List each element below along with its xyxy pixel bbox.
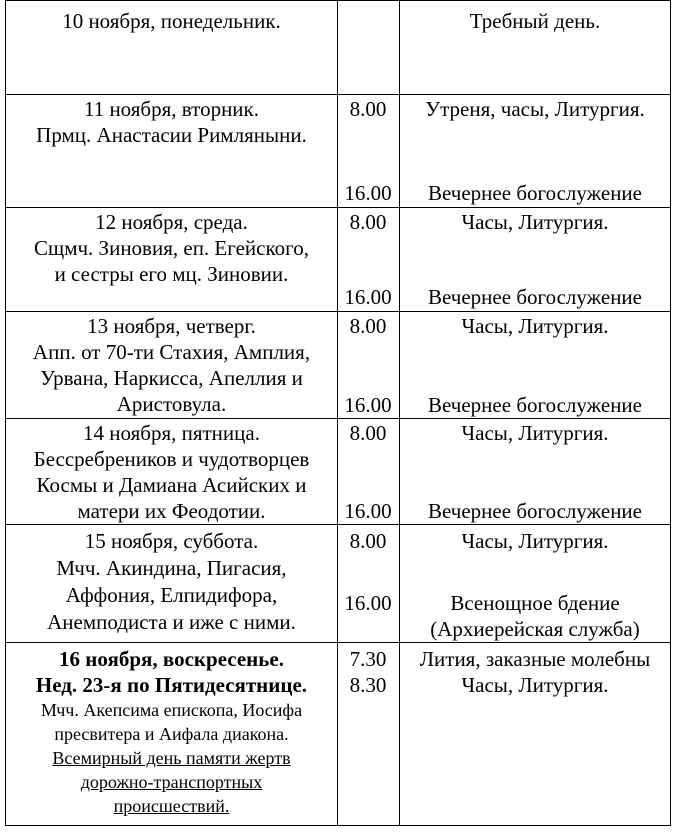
service-text: Часы, Литургия. bbox=[461, 210, 609, 234]
table-row bbox=[6, 419, 670, 525]
saint-commemoration: Анемподиста и иже с ними. bbox=[47, 610, 296, 634]
service-time: 8.00 bbox=[349, 97, 387, 121]
day-date: 11 ноября, вторник. bbox=[83, 97, 260, 121]
saint-commemoration: Мчч. Акепсима епископа, Иосифа bbox=[40, 700, 303, 720]
service-text: Утреня, часы, Литургия. bbox=[425, 97, 645, 121]
service-text: Всенощное бдение bbox=[450, 591, 620, 615]
service-time: 8.00 bbox=[349, 314, 387, 338]
day-date: 12 ноября, среда. bbox=[95, 210, 248, 234]
table-row bbox=[6, 208, 670, 312]
saint-commemoration: Мчч. Акиндина, Пигасия, bbox=[56, 556, 287, 580]
service-text: Требный день. bbox=[469, 9, 601, 33]
service-time: 8.00 bbox=[349, 529, 387, 553]
day-date: 16 ноября, воскресенье. bbox=[59, 647, 284, 671]
table-row bbox=[6, 95, 670, 208]
saint-commemoration: Бессребреников и чудотворцев bbox=[33, 447, 310, 471]
service-text: Вечернее богослужение bbox=[428, 499, 642, 523]
day-date: 14 ноября, пятница. bbox=[83, 421, 260, 445]
service-time: 8.30 bbox=[349, 673, 387, 697]
saint-commemoration: пресвитера и Аифала диакона. bbox=[54, 724, 289, 744]
saint-commemoration: Космы и Дамиана Асийских и bbox=[36, 473, 307, 497]
day-date: 10 ноября, понедельник. bbox=[62, 9, 281, 33]
saint-commemoration: Урвана, Наркисса, Апеллия и bbox=[40, 366, 303, 390]
column-divider bbox=[337, 1, 338, 94]
saint-commemoration: Аристовула. bbox=[116, 392, 227, 416]
service-text: Лития, заказные молебны bbox=[419, 647, 651, 671]
saint-commemoration: и сестры его мц. Зиновии. bbox=[54, 262, 289, 286]
table-row bbox=[6, 643, 670, 825]
service-time: 16.00 bbox=[344, 591, 392, 615]
sunday-title: Нед. 23-я по Пятидесятнице. bbox=[35, 673, 308, 697]
service-time: 8.00 bbox=[349, 210, 387, 234]
table-row bbox=[6, 312, 670, 419]
memorial-day-note: дорожно-транспортных bbox=[80, 772, 263, 792]
memorial-day-note: происшествий. bbox=[113, 796, 230, 816]
service-text: Часы, Литургия. bbox=[461, 529, 609, 553]
service-time: 16.00 bbox=[344, 181, 392, 205]
service-time: 7.30 bbox=[349, 647, 387, 671]
service-time: 16.00 bbox=[344, 499, 392, 523]
day-date: 13 ноября, четверг. bbox=[87, 314, 256, 338]
saint-commemoration: Сщмч. Зиновия, еп. Егейского, bbox=[34, 236, 309, 260]
service-text: Часы, Литургия. bbox=[461, 314, 609, 338]
service-time: 16.00 bbox=[344, 393, 392, 417]
service-text: Часы, Литургия. bbox=[461, 421, 609, 445]
saint-commemoration: Аффония, Елпидифора, bbox=[65, 583, 278, 607]
service-text: (Архиерейская служба) bbox=[430, 617, 640, 641]
service-time: 16.00 bbox=[344, 285, 392, 309]
saint-commemoration: матери их Феодотии. bbox=[77, 499, 266, 523]
table-row bbox=[6, 525, 670, 643]
service-time: 8.00 bbox=[349, 421, 387, 445]
saint-commemoration: Апп. от 70-ти Стахия, Амплия, bbox=[32, 340, 311, 364]
schedule-table bbox=[5, 0, 671, 826]
service-text: Часы, Литургия. bbox=[461, 673, 609, 697]
service-text: Вечернее богослужение bbox=[428, 181, 642, 205]
memorial-day-note: Всемирный день памяти жертв bbox=[52, 748, 291, 768]
table-row bbox=[6, 1, 670, 95]
day-date: 15 ноября, суббота. bbox=[84, 529, 259, 553]
service-text: Вечернее богослужение bbox=[428, 285, 642, 309]
service-text: Вечернее богослужение bbox=[428, 393, 642, 417]
saint-commemoration: Прмц. Анастасии Римляныни. bbox=[36, 123, 307, 147]
